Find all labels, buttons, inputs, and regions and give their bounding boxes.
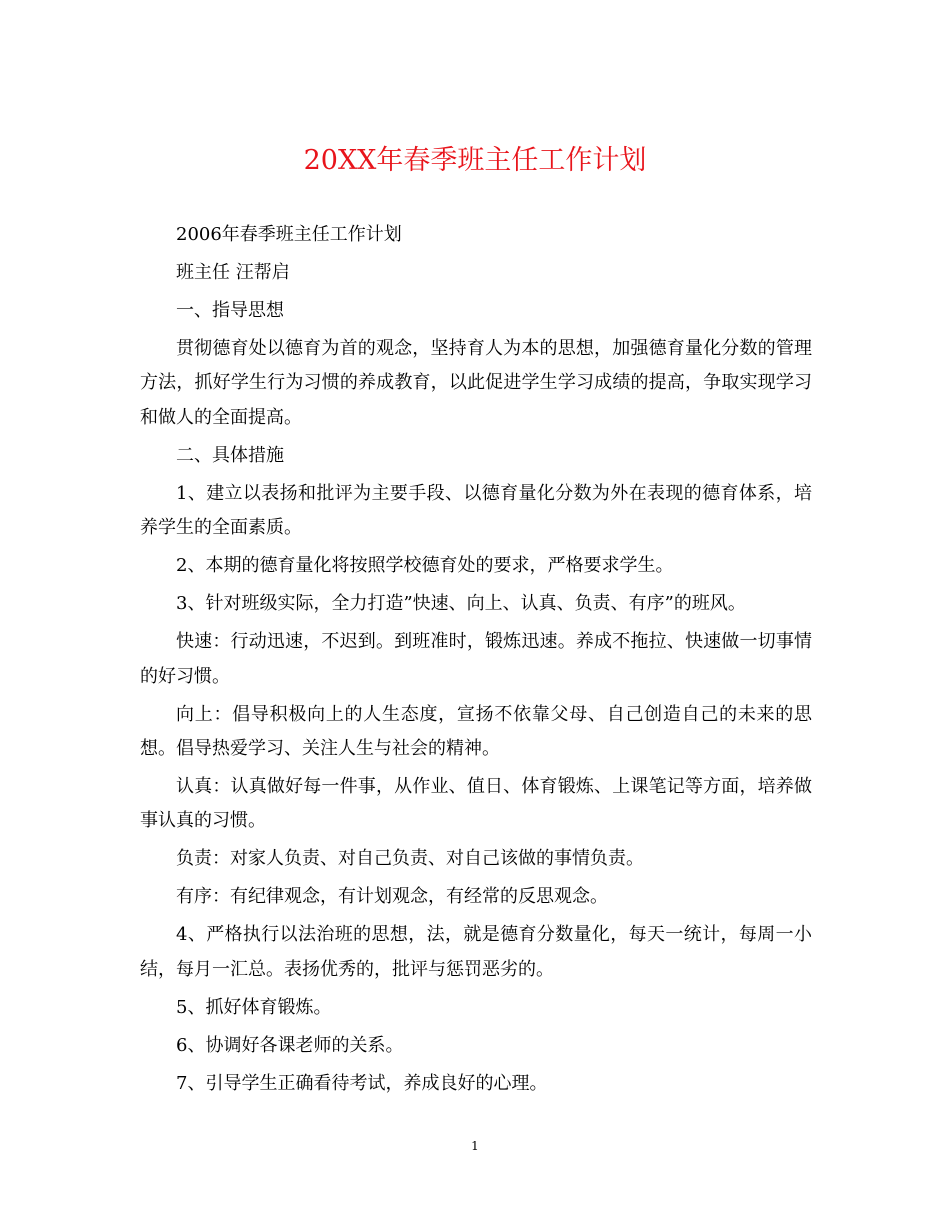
paragraph-subtitle: 2006年春季班主任工作计划 [176,224,402,245]
document-title: 20XX年春季班主任工作计划 [303,145,647,176]
list-item: 6、协调好各课老师的关系。 [176,1034,404,1056]
paragraph: 快速：行动迅速，不迟到。到班准时，锻炼迅速。养成不拖拉、快速做一切事情的好习惯。 [140,631,812,687]
paragraph: 贯彻德育处以德育为首的观念，坚持育人为本的思想，加强德育量化分数的管理方法，抓好学生行为习惯的养成教育，以此促进学生学习成绩的提高，争取实现学习和做人的全面提高。 [140,338,812,428]
paragraph-author: 班主任 汪帮启 [176,262,290,283]
list-item: 5、抓好体育锻炼。 [176,996,332,1018]
paragraph: 有序：有纪律观念，有计划观念，有经常的反思观念。 [176,886,608,908]
paragraph: 认真：认真做好每一件事，从作业、值日、体育锻炼、上课笔记等方面，培养做事认真的习惯。 [140,776,812,832]
section-heading-guiding-idea: 一、指导思想 [176,300,284,321]
list-item: 3、针对班级实际，全力打造”快速、向上、认真、负责、有序”的班风。 [176,593,746,615]
list-item: 1、建立以表扬和批评为主要手段、以德育量化分数为外在表现的德育体系，培养学生的全面素质。 [140,482,812,539]
section-heading-measures: 二、具体措施 [176,444,284,466]
paragraph: 向上：倡导积极向上的人生态度，宣扬不依靠父母、自己创造自己的未来的思想。倡导热爱学习、关注人生与社会的精神。 [140,703,812,760]
list-item: 2、本期的德育量化将按照学校德育处的要求，严格要求学生。 [176,555,674,577]
paragraph: 负责：对家人负责、对自己负责、对自己该做的事情负责。 [176,848,644,870]
page-number: 1 [471,1139,479,1153]
list-item: 4、严格执行以法治班的思想，法，就是德育分数量化，每天一统计，每周一小结，每月一汇总。表扬优秀的，批评与惩罚恶劣的。 [140,924,812,980]
document-body [140,218,812,1105]
list-item: 7、引导学生正确看待考试，养成良好的心理。 [176,1072,548,1094]
